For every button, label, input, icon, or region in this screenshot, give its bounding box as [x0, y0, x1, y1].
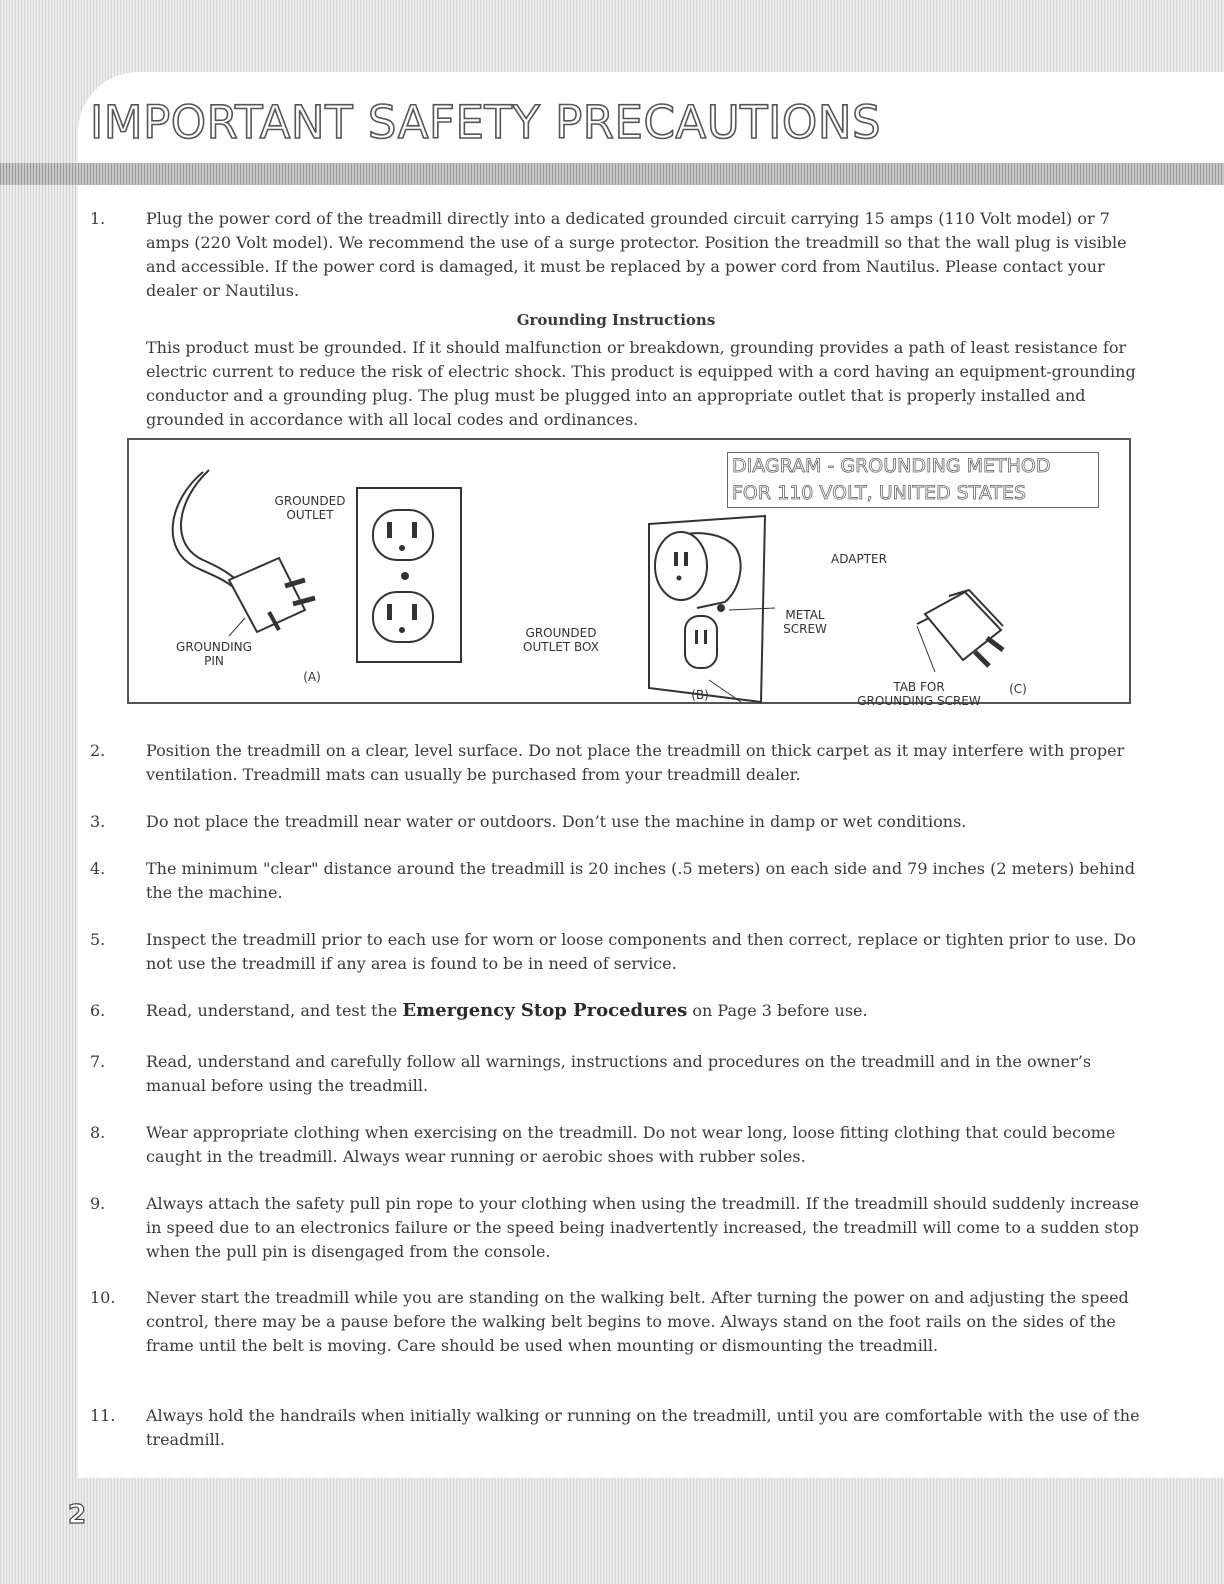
- item-text: Read, understand and carefully follow all warnings, instructions and procedures on the treadmill and in the owner’s manual before using the treadmill.: [146, 1052, 1092, 1095]
- item-number: 2.: [90, 741, 106, 760]
- adapter-icon: [917, 590, 1003, 666]
- list-item-1: [90, 207, 1150, 303]
- list-item-6: [90, 999, 1150, 1023]
- item-text: Plug the power cord of the treadmill directly into a dedicated grounded circuit carrying 15 amps (110 Volt model) or 7 amps (220 Volt model). We recommend the use of a surge protector. Position the treadmill so that the wall plug is visible and accessible. If the power cord is damaged, it must be replaced by a power cord from Nautilus. Please contact your dealer or Nautilus.: [146, 209, 1127, 300]
- label-grounding-pin: GROUNDING PIN: [176, 640, 252, 668]
- item-number: 4.: [90, 859, 106, 878]
- decorative-frame-left: [0, 0, 78, 1584]
- list-item-2: [90, 739, 1150, 787]
- label-c: (C): [1009, 682, 1027, 696]
- item-number: 9.: [90, 1194, 106, 1213]
- label-grounded-outlet: GROUNDED OUTLET: [274, 494, 346, 522]
- item-number: 3.: [90, 812, 106, 831]
- power-cord-edge: [181, 470, 243, 586]
- list-item-9: [90, 1192, 1150, 1264]
- item-text: Do not place the treadmill near water or outdoors. Don’t use the machine in damp or wet conditions.: [146, 812, 967, 831]
- label-tab-for-grounding-screw: TAB FOR GROUNDING SCREW: [857, 680, 981, 708]
- title-band: [0, 163, 1224, 185]
- item-text: Position the treadmill on a clear, level surface. Do not place the treadmill on thick carpet as it may interfere with proper ventilation. Treadmill mats can usually be purchased from your treadmill dealer.: [146, 741, 1125, 784]
- label-a: (A): [303, 670, 321, 684]
- diagram-caption-line-2: FOR 110 VOLT, UNITED STATES: [732, 482, 1027, 504]
- item-number: 1.: [90, 209, 106, 228]
- item-text: [146, 999, 1150, 1023]
- item-text: The minimum "clear" distance around the treadmill is 20 inches (.5 meters) on each side and 79 inches (2 meters) behind the the machine.: [146, 859, 1135, 902]
- list-item-10: [90, 1286, 1150, 1358]
- list-item-8: [90, 1121, 1150, 1169]
- page-title: IMPORTANT SAFETY PRECAUTIONS: [90, 96, 882, 149]
- item-text: Wear appropriate clothing when exercising on the treadmill. Do not wear long, loose fitting clothing that could become caught in the treadmill. Always wear running or aerobic shoes with rubber soles.: [146, 1123, 1116, 1166]
- item-text: Always hold the handrails when initially walking or running on the treadmill, until you are comfortable with the use of the treadmill.: [146, 1406, 1140, 1449]
- item-number: 8.: [90, 1123, 106, 1142]
- label-grounded-outlet-box: GROUNDED OUTLET BOX: [523, 626, 599, 654]
- list-item-4: [90, 857, 1150, 905]
- item-number: 11.: [90, 1406, 116, 1425]
- grounding-instructions-body: This product must be grounded. If it should malfunction or breakdown, grounding provides a path of least resistance for electric current to reduce the risk of electric shock. This product is equipped with a cord having an equipment-grounding conductor and a grounding plug. The plug must be plugged into an appropriate outlet that is properly installed and grounded in accordance with all local codes and ordinances.: [146, 338, 1136, 429]
- emergency-stop-procedures-emphasis: Emergency Stop Procedures: [402, 1000, 688, 1021]
- label-metal-screw: METAL SCREW: [783, 608, 827, 636]
- grounded-outlet-icon: [357, 488, 461, 662]
- label-adapter: ADAPTER: [831, 552, 887, 566]
- diagram-caption-line-1: DIAGRAM - GROUNDING METHOD: [732, 455, 1051, 477]
- list-item-11: [90, 1404, 1150, 1452]
- grounding-instructions-heading: Grounding Instructions: [516, 311, 716, 329]
- grounding-diagram: [127, 438, 1131, 708]
- list-item-3: [90, 810, 1150, 834]
- decorative-frame-bottom: [0, 1478, 1224, 1584]
- diagram-caption: [727, 452, 1099, 508]
- item-number: 6.: [90, 1001, 106, 1020]
- item-text: Never start the treadmill while you are standing on the walking belt. After turning the power on and adjusting the speed control, there may be a pause before the walking belt begins to move. Always stand on the foot rails on the sides of the frame until the belt is moving. Care should be used when mounting or dismounting the treadmill.: [146, 1288, 1129, 1355]
- label-b: (B): [691, 688, 709, 702]
- item-text: Inspect the treadmill prior to each use for worn or loose components and then correct, replace or tighten prior to use. Do not use the treadmill if any area is found to be in need of service.: [146, 930, 1136, 973]
- item-text-after: on Page 3 before use.: [687, 1001, 868, 1020]
- page-number: 2: [68, 1500, 87, 1530]
- item-number: 5.: [90, 930, 106, 949]
- item-number: 10.: [90, 1288, 116, 1307]
- item-number: 7.: [90, 1052, 106, 1071]
- item-text-before: Read, understand, and test the: [146, 1001, 403, 1020]
- list-item-5: [90, 928, 1150, 976]
- list-item-7: [90, 1050, 1150, 1098]
- item-text: Always attach the safety pull pin rope to your clothing when using the treadmill. If the treadmill should suddenly increase in speed due to an electronics failure or the speed being inadvertently increased, the treadmill will come to a sudden stop when the pull pin is disengaged from the console.: [146, 1194, 1140, 1261]
